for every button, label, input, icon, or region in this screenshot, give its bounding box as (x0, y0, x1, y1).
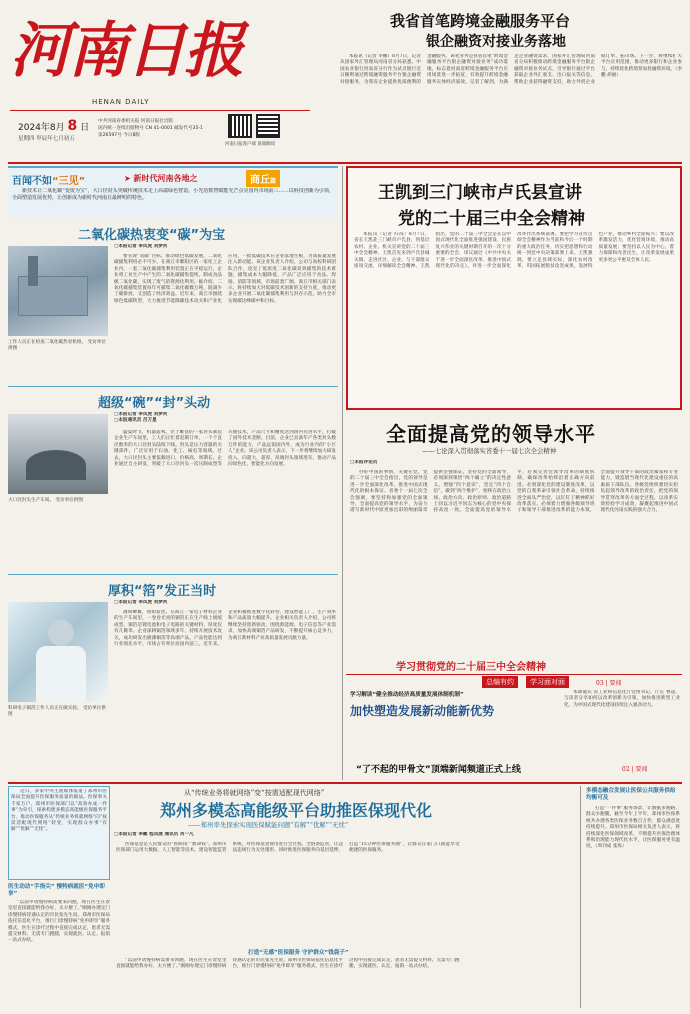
promo-strip[interactable] (346, 758, 682, 778)
publication-number: 国内统一连续出版物号 CN 41-0001 邮发代号35-1 (98, 126, 203, 131)
qr-caption: 河南日报客户端 顶端新闻 (225, 142, 275, 147)
seal-head-photo-caption: 大口径封头生产车间。 受访单位供图 (8, 498, 83, 503)
promo-page-ref: 02 | 要闻 (622, 766, 648, 773)
study-left-small: 学习解读“健全推动经济高质量发展体制机制” (350, 692, 464, 698)
story-seal-head (8, 390, 338, 570)
top-story-title-line1: 我省首笔跨境金融服务平台 (390, 12, 571, 30)
promo-text: “了不起的甲骨文”顶端新闻频道正式上线 (356, 765, 521, 775)
banner-tag-sub: 篇 (270, 178, 277, 185)
story-seal-head-byline: □本报记者 李凤虎 刘梦河 □本报通讯员 吕万星 (114, 412, 168, 424)
story-foil-title: 厚积“箔”发正当时 (108, 584, 217, 599)
bottom-right-body: 打造“一件事”服务场景，让数据多跑路、群众少跑腿。截至今年上半年，郑州市医保系统共办理各类医保业务数百万件，群众满意度持续提升。郑州市医保局相关负责人表示，将持续深化医保领域改革，不断提升医保治理体系和治理能力现代化水平，让医保服务更有温度。（周刊成 张烁） (586, 806, 680, 850)
bottom-lead-box (8, 786, 110, 880)
headline-box (346, 166, 682, 410)
bottom-body1: “以前申请慢特病需要来回跑，现在医生在诊室里直接就能给我办好，太方便了。”刚刚办理完门诊慢特病待遇认定的市民张先生说。郑州市医保局依托信息化平台，推行门诊慢特病“免申即享”服务模式，医生在诊疗过程中直接完成认定，患者无需提交材料、无需专门跑腿，实现就医、认定、报销一站式办结。 (8, 900, 110, 944)
story-foil-body: 薄如蝉翼，韧如发丝。在商丘一家电子材料企业的生产车间里，一卷卷光亮的铜箔正在生产线上缓缓成型。铜箔是锂电池和电子电路的关键材料，厚度仅有几微米。企业深耕铜箔领域多年，持续开展技术攻关，成功研发出极薄铜箔等高端产品，产品性能达到行业领先水平，市场占有率位居国内前三。近年来，企业积极推进数字化转型，建设智能工厂，生产效率和产品质量大幅提升。企业相关负责人介绍，公司将继续坚持创新驱动，围绕新能源、电子信息等产业需求，加快高端铜箔产品研发，不断提升核心竞争力，为商丘新材料产业高质量发展贡献力量。 (114, 610, 336, 648)
main-headline-body: 办好中国的事情，关键在党。党的二十届三中全会指出，党的领导是进一步全面深化改革、推进中国式现代化的根本保证。省委十一届七次全会强调，要坚持和加强党的全面领导，全面提高党的领导水平，为奋力谱写新时代中原更加出彩的绚丽篇章提供坚强保证。坚持党的全面领导，必须深刻领悟“两个确立”的决定性意义，增强“四个意识”、坚定“四个自信”、做到“两个维护”，始终在政治立场、政治方向、政治原则、政治道路上同以习近平同志为核心的党中央保持高度一致。全面提高党的领导水平，必须完善党领导改革的制度机制，确保改革始终沿着正确方向前进。必须深化党的建设制度改革，以党的自我革命引领社会革命，持续推进全面从严治党，以钉钉子精神抓好改革落实。必须着力增强各级领导班子和领导干部推进改革的能力本领，全面提升领导干部的政治素质和专业能力，锻造堪当现代化建设重任的高素质干部队伍。各级党组织要切实担负起领导改革的政治责任，把党的领导贯穿改革各方面全过程，以改革实效检验学习成效，凝聚起推进中国式现代化河南实践的强大合力。 (350, 470, 678, 514)
foil-photo-caption: 科研电子铜箔工作人员正在做实验。 受访单位供图 (8, 706, 106, 717)
study-tag-editor[interactable] (482, 676, 518, 688)
headline-box-title-line1: 王凯到三门峡市卢氏县宣讲 (378, 183, 582, 203)
issue-number: 第26597号 今日8版 (98, 133, 140, 138)
co2-photo-caption: 工作人员正在检查二氧化碳热泵机组。 受访单位供图 (8, 340, 106, 351)
study-tag-editor-text: 总编有约 (486, 678, 514, 686)
masthead (10, 8, 310, 158)
study-banner-title: 学习贯彻党的二十届三中全会精神 (396, 662, 546, 673)
bottom-kicker: 从“传统业务将就网络”变“按需适配现代网络” (184, 789, 325, 797)
top-story-body: 本报讯（记者 李鹏）8月7日，记者从国家外汇管理局河南省分局获悉，中国农业银行河南省分行作为试点银行近日顺利通过跨境融资服务平台银企融资对接服务，为我省企业提供优质便利的金融服务。该笔业务是我省首笔“跨境金融服务平台银企融资对接业务”成功落地，标志着河南省跨境金融服务平台应用场景进一步拓宽，有效提升跨境金融服务实体经济质效。记者了解到，为满足企业融资需求，国家外汇管理局河南省分局积极推动跨境金融服务平台银企融资对接业务试点，引导银行通过平台获取企业外汇收支、出口报关等信息，帮助企业获得融资支持，助力外贸企业稳订单、拓市场。下一步，将继续扩大平台应用范围，推动更多银行和企业参与，持续优化跨境贸易投融资环境。（李鹏 胡丽） (340, 54, 682, 85)
main-headline-byline: □本报评论员 (350, 460, 378, 465)
issue-date (18, 118, 89, 134)
qr-code-2[interactable] (256, 114, 280, 138)
headline-box-title-line2: 党的二十届三中全会精神 (398, 209, 585, 229)
study-tag-faceface[interactable] (526, 676, 569, 688)
story-co2-byline: □本报记者 李凤虎 刘梦河 (114, 244, 168, 249)
foil-photo (8, 602, 108, 702)
story-foil-byline: □本报记者 李凤虎 刘梦河 (114, 600, 168, 605)
logo-pinyin: HENAN DAILY (92, 98, 150, 106)
main-headline-subtitle: ——七论深入贯彻落实省委十一届七次全会精神 (422, 447, 557, 455)
left-banner (8, 166, 338, 218)
banner-tag (246, 170, 280, 187)
qr-code[interactable] (228, 114, 252, 138)
story-co2-body: 要实现“双碳”目标，推动绿色低碳发展，二氧化碳捕集利用必不可少。在商丘市睢阳区的一家化工企业内，一套二氧化碳捕集利用装置正在平稳运行，企业将工业生产中产生的二氧化碳捕集提纯，制成食品级二氧化碳，实现了废气的资源化利用。据介绍，二氧化碳捕集装置每年可捕集二氧化碳数万吨，既减少了碳排放，又创造了经济效益。近年来，商丘市围绕绿色低碳转型，大力推进节能降碳技术攻关和产业化应用，一批低碳技术在企业落地生根，为高质量发展注入新动能。该企业负责人介绍，公司与高校科研团队合作，攻克了低浓度二氧化碳高效捕集的技术难题，捕集成本大幅降低，产品广泛应用于食品、焊接、消防等领域，市场前景广阔。商丘市相关部门表示，将持续加大对低碳技术创新的支持力度，推动更多企业开展二氧化碳捕集利用与封存示范，助力全市实现碳达峰碳中和目标。 (114, 254, 336, 304)
bottom-sub1: 医生动动“手指尖” 慢特病就医“免申即享” (8, 884, 105, 897)
co2-photo (8, 246, 108, 336)
bottom-lead-box-text: 近日，多家中央主流媒体报道了郑州市医保局全面提升医保服务质量的做法。医保事关千家万户，郑州市医保部门以“高效办成一件事”为牵引，探索构建多模态高能级医保服务平台，推动医保服务从“传统业务将就网络”向“按需适配现代网络”转变，实现群众办事“有解”“优解”“无忧”。 (11, 789, 107, 833)
main-headline-title: 全面提高党的领导水平 (386, 422, 596, 446)
bottom-story (8, 786, 682, 1010)
bottom-subtitle: ——郑州率先探索实现医保赋能问题“有解”“优解”“无忧” (188, 821, 349, 829)
banner-intro: 新技术让二氧化碳“变废为宝”，大口径封头突破传统技术走上高端绿色智造，小光箔数智赋能光芒点亮国内市场前三……以科技创新为引领，全面塑造发展优势，让创新成为新时代河南丘最鲜明的特色。 (12, 188, 334, 201)
bottom-body2-cont: “以前申请慢特病需要来回跑，现在医生在诊室里直接就能给我办好，太方便了。”刚刚办理完门诊慢特病待遇认定的市民张先生说。郑州市医保局依托信息化平台，推行门诊慢特病“免申即享”服务模式，医生在诊疗过程中直接完成认定，患者无需提交材料、无需专门跑腿，实现就医、认定、报销一站式办结。 (116, 958, 460, 970)
banner-tag-city: 商丘 (250, 175, 270, 186)
date-day: 8 (67, 118, 78, 134)
study-right-text: 本期嘉宾 省工业和信息化厅党组书记、厅长 曹超，与读者分享如何以改革创新为引领，加快推进新型工业化，为中国式现代化建设持续注入强劲动力。 (564, 690, 680, 708)
bottom-title: 郑州多模态高能级平台助推医保现代化 (160, 801, 433, 820)
story-seal-head-title: 超级“碗”“封”头动 (98, 396, 211, 411)
banner-slogan (124, 173, 198, 184)
story-co2 (8, 222, 338, 382)
study-page-ref[interactable]: 03 | 要闻 (596, 680, 622, 687)
story-co2-title: 二氧化碳热衷变“碳”为宝 (78, 228, 226, 243)
study-banner (346, 656, 682, 756)
banner-label-text: 百闻不如 (12, 176, 52, 187)
headline-box-body: 本报讯（记者 归哉）8月7日，省长王凯赴三门峡市卢氏县，到基层农村、企业、机关宣讲党的二十届三中全会精神。王凯首先来到卢氏县城关镇，走进社区、企业，与干部群众座谈交流，详细解读全会精神。王凯指出，党的二十届三中全会是在以中国式现代化全面推进强国建设、民族复兴伟业的关键时期召开的一次十分重要的全会，审议通过《中共中央关于进一步全面深化改革、推进中国式现代化的决定》，对进一步全面深化改革作出系统部署。要把学习宣传贯彻全会精神作为当前和今后一个时期的重大政治任务，切实把思想和行动统一到党中央决策部署上来。王凯强调，要立足县域实际，深化农村改革，巩固拓展脱贫攻坚成果，发展特色产业，推动乡村全面振兴；要以改革激发活力，优化营商环境，推动高质量发展；要坚持以人民为中心，着力保障和改善民生，让改革发展成果更多更公平惠及全体人民。 (354, 232, 674, 270)
top-story-title-line2: 银企融资对接业务落地 (426, 34, 566, 50)
banner-label-accent: “三见” (52, 176, 86, 187)
bottom-body2: 医保基金是人民群众的“看病钱”“救命钱”。郑州市医保部门运用大数据、人工智能等技术，建设智能监管系统，对医保基金使用进行全过程、全链条监管，让违法违规行为无处遁形。同时推进医保服务向基层延伸，打造“15分钟医保服务圈”，让群众在家门口就能享受便捷的医保服务。 (116, 842, 460, 854)
logo: 河南日报 (10, 16, 242, 86)
arrow-right-icon: ➤ (124, 174, 131, 183)
date-day-suffix: 日 (80, 123, 90, 133)
bottom-byline: □本报记者 李鹏 程凤展 通讯员 肖一凡 (114, 832, 194, 837)
study-left-big: 加快塑造发展新动能新优势 (350, 704, 495, 718)
publisher-org: 中共河南省委机关报 河南日报社出版 (98, 119, 173, 124)
study-tag-faceface-text: 学习面对面 (530, 678, 565, 686)
banner-label (12, 172, 85, 187)
bottom-right-sub: 多模态融合发展让医保公共服务供给均衡可及 (586, 788, 676, 801)
bottom-sub2: 打造“无感”医保服务 守护群众“钱袋子” (248, 950, 349, 956)
seal-head-photo (8, 414, 108, 494)
main-headline (346, 414, 682, 654)
banner-slogan-text: 新时代河南各地之 (133, 174, 198, 183)
top-story (340, 8, 682, 158)
weekday-lunar: 星期四 甲辰年七月初五 (18, 136, 75, 142)
story-seal-head-body: 盛夏时节，机器轰鸣。位于睢县的一家封头制造企业生产车间里，工人们正忙着赶制订单，一个个直径数米的大口径封头陆续下线。封头是压力容器的关键部件，广泛应用于石油、化工、核电等领域。过去，大口径封头主要依赖进口，价格高、周期长。企业通过自主研发，突破了大口径封头一次压制成型等关键技术，产品尺寸和精度达到国内先进水平，打破了国外技术垄断。目前，企业已具备年产各类封头数万件的能力，产品远销国内外，成为行业内的“小巨人”企业。该公司负责人表示，下一步将继续加大研发投入，向超大、超厚、高端封头领域进军，推动产品向绿色化、智能化方向发展。 (114, 430, 336, 468)
date-year-month: 2024年8月 (18, 123, 65, 133)
story-foil (8, 578, 338, 778)
